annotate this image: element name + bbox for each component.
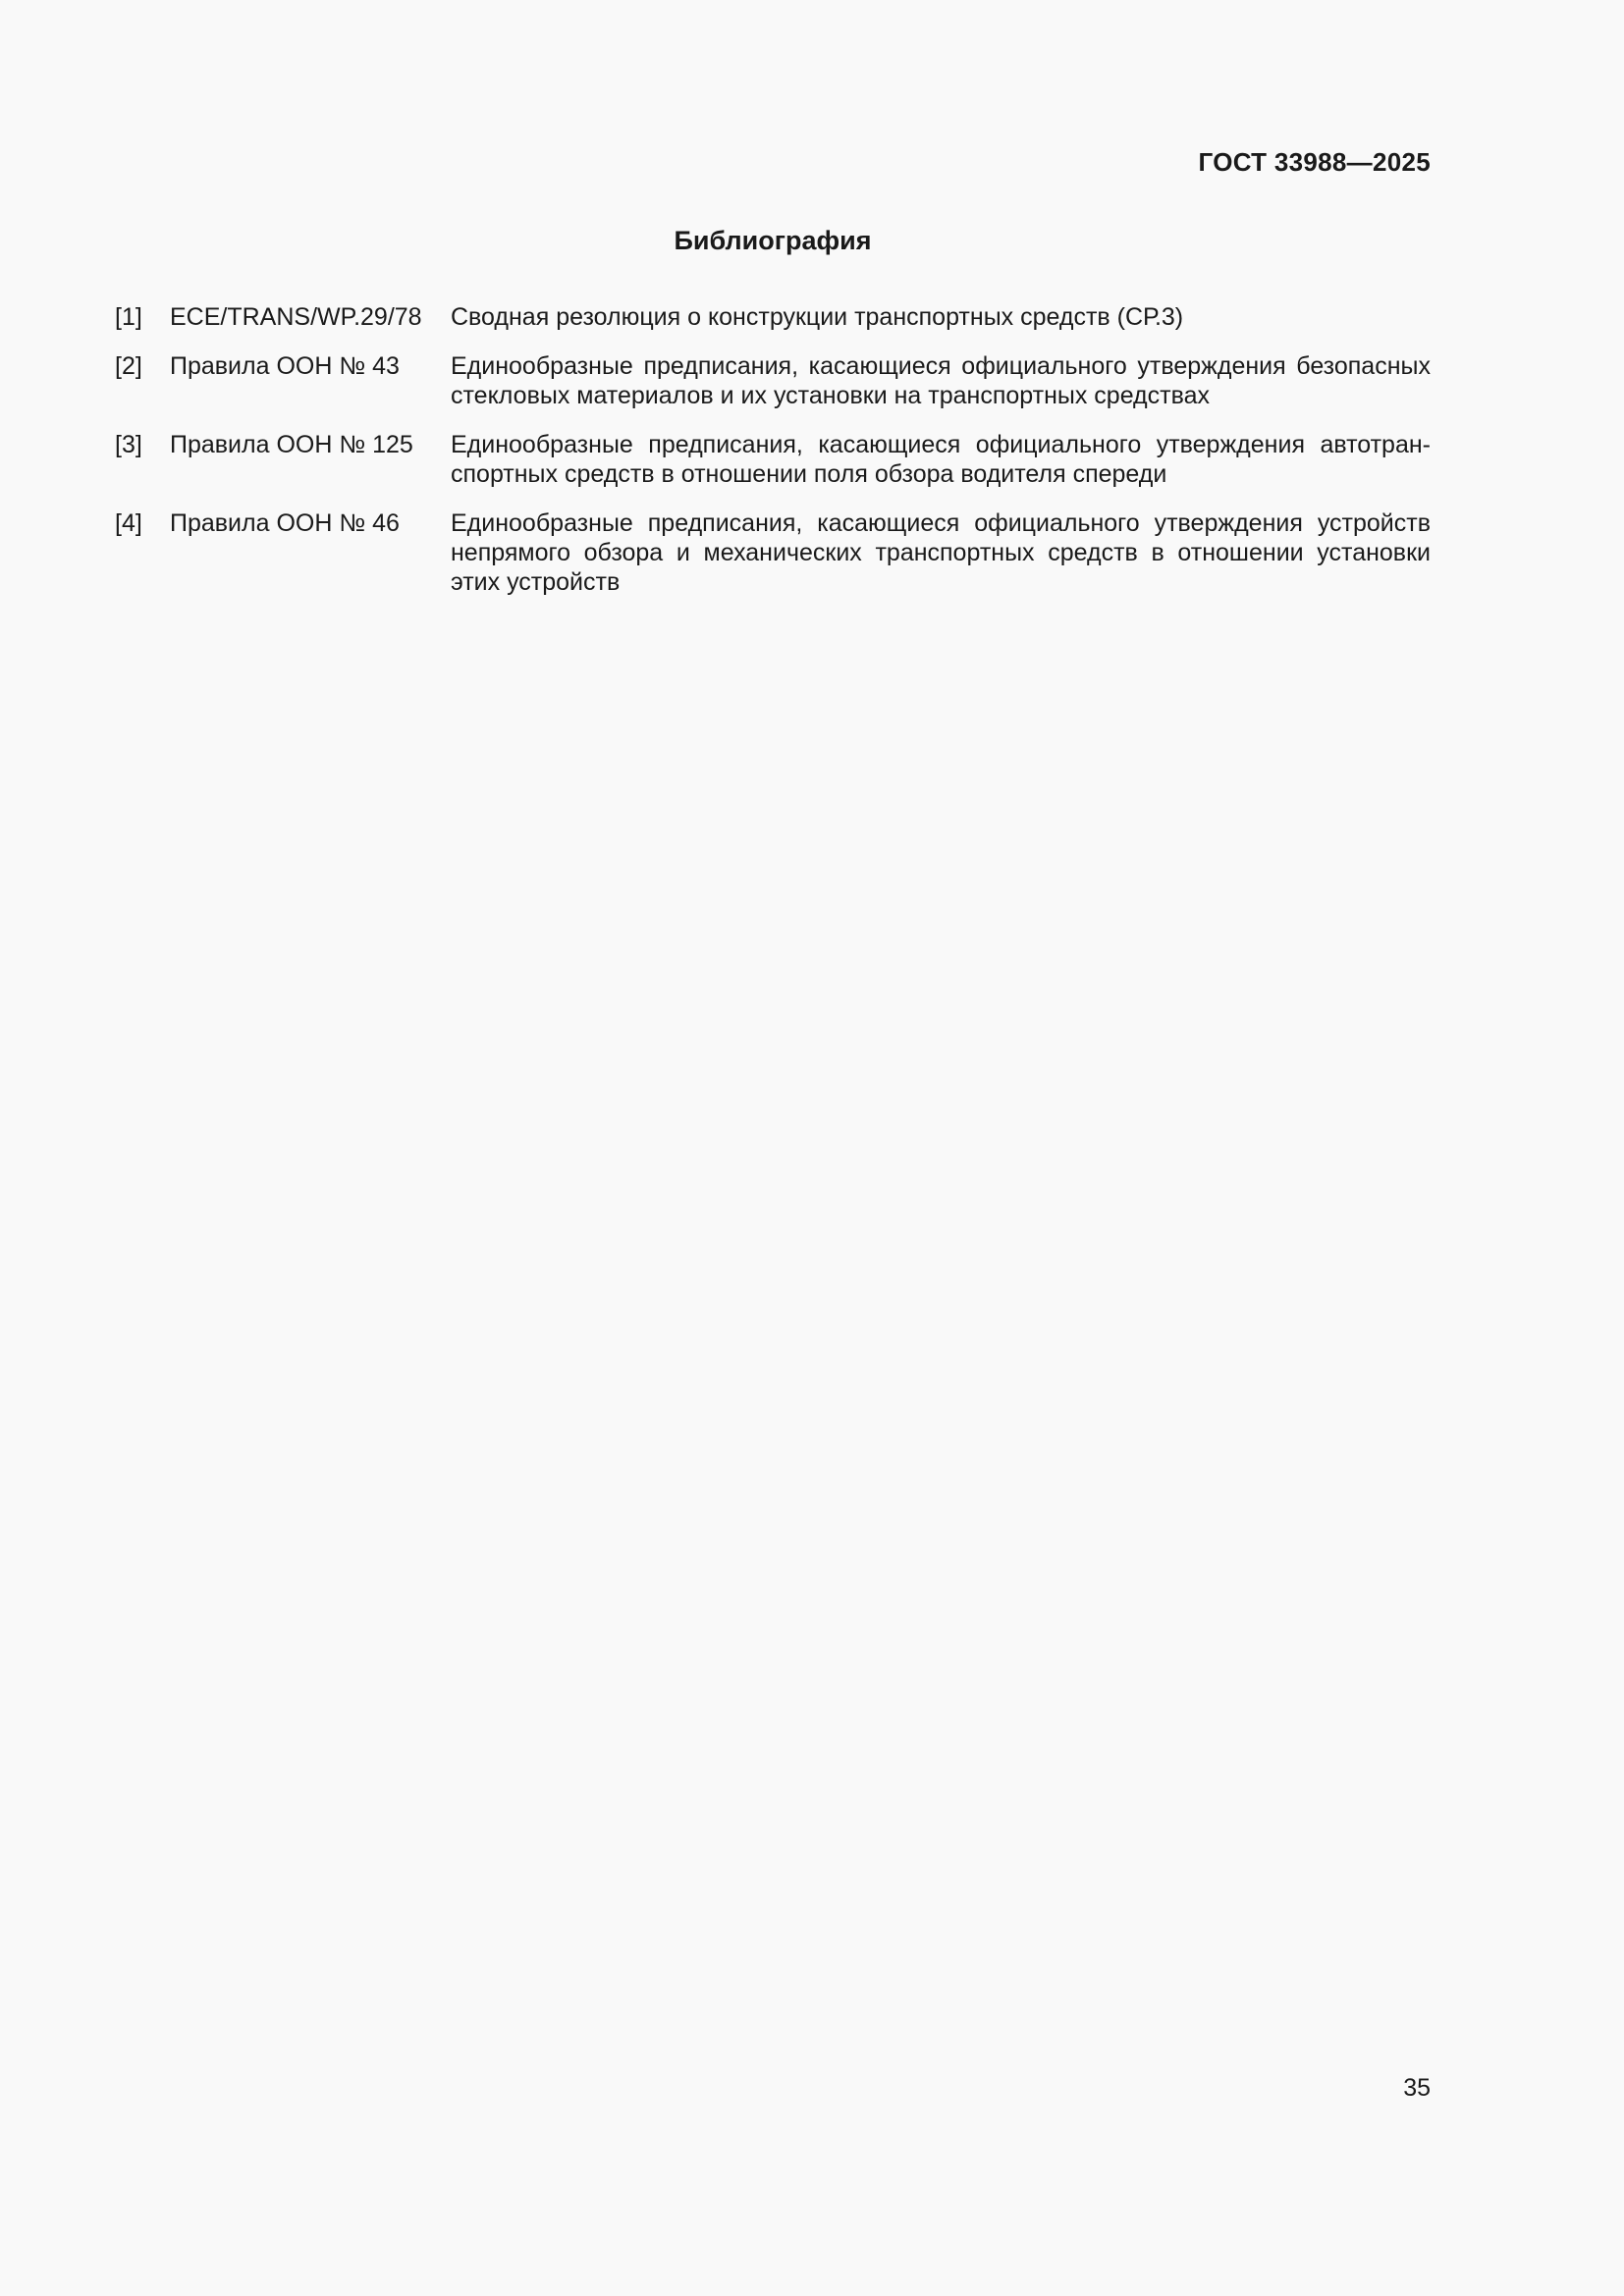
page-number: 35 bbox=[1403, 2074, 1431, 2102]
entry-reference: ECE/TRANS/WP.29/78 bbox=[170, 303, 422, 331]
bibliography-entry bbox=[115, 430, 1431, 489]
entry-reference: Правила ООН № 125 bbox=[170, 431, 413, 458]
entry-reference: Правила ООН № 46 bbox=[170, 509, 400, 537]
entry-number: [4] bbox=[115, 509, 142, 537]
bibliography-list bbox=[115, 302, 1431, 616]
entry-description: Единообразные предписания, касающиеся официального утверждения безопасных стекловых материалов и их установки на транспортных средствах bbox=[451, 352, 1431, 409]
entry-number: [1] bbox=[115, 303, 142, 331]
entry-number: [2] bbox=[115, 352, 142, 380]
entry-description: Единообразные предписания, касающиеся официального утверждения устройств непрямого обзора и механических транспортных средств в отношении установки этих устройств bbox=[451, 509, 1431, 596]
bibliography-entry bbox=[115, 508, 1431, 597]
entry-description: Единообразные предписания, касающиеся официального утверждения автотранспортных средств в отношении поля обзора водителя спереди bbox=[451, 431, 1431, 488]
entry-description: Сводная резолюция о конструкции транспортных средств (СР.3) bbox=[451, 303, 1184, 331]
bibliography-entry bbox=[115, 302, 1431, 332]
entry-number: [3] bbox=[115, 431, 142, 458]
entry-reference: Правила ООН № 43 bbox=[170, 352, 400, 380]
bibliography-entry bbox=[115, 351, 1431, 410]
bibliography-title: Библиография bbox=[674, 226, 872, 255]
document-code: ГОСТ 33988—2025 bbox=[1198, 147, 1431, 177]
